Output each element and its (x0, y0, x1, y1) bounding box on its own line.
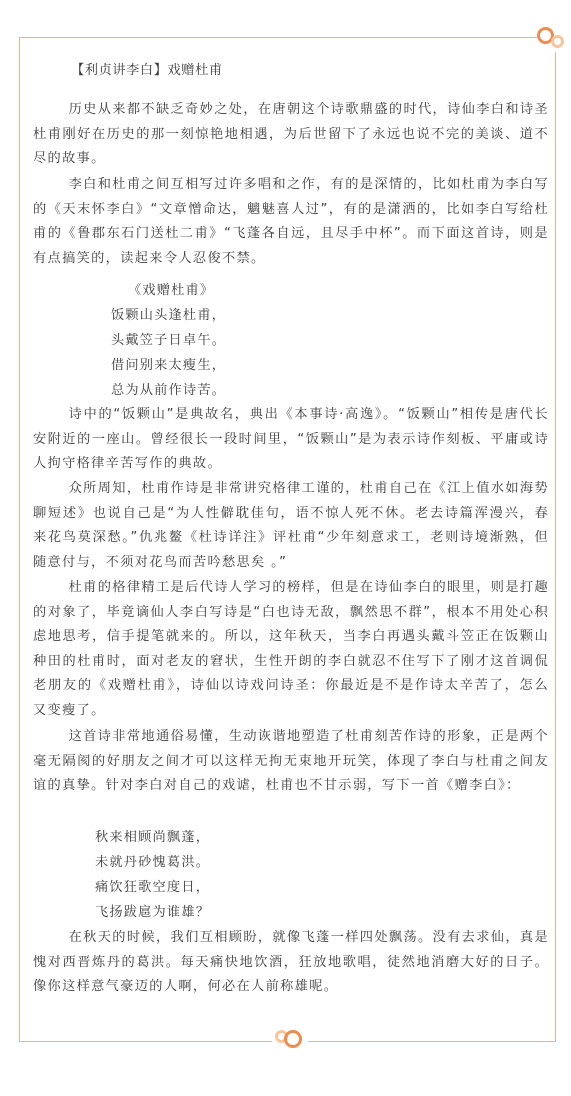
poem-line: 秋来相顾尚飘蓬， (95, 830, 211, 845)
poem-line: 未就丹砂愧葛洪。 (95, 855, 211, 870)
frame-bottom-border-left (19, 1041, 272, 1042)
paragraph-translation: 在秋天的时候，我们互相顾盼，就像飞蓬一样四处飘荡。没有去求仙，真是愧对西晋炼丹的葛洪。每天痛快地饮酒，狂放地歌唱，徒然地消磨大好的日子。像你这样意气豪迈的人啊，何必在人前称雄呢。 (33, 930, 549, 995)
poem-line: 头戴笠子日卓午。 (111, 333, 227, 348)
poem-line: 总为从前作诗苦。 (111, 383, 227, 398)
poem-title: 《戏赠杜甫》 (128, 283, 215, 298)
frame-right-border (555, 52, 556, 1041)
paragraph-du-fu-style: 众所周知，杜甫作诗是非常讲究格律工谨的，杜甫自己在《江上值水如海势聊短述》也说自己是“为人性僻耽佳句，语不惊人死不休。老去诗篇浑漫兴，春来花鸟莫深愁。”仇兆鳌《杜诗详注》评杜甫“少年刻意求工，老则诗境渐熟，但随意付与，不须对花鸟而苦吟愁思矣 。” (33, 481, 549, 570)
poem-line: 痛饮狂歌空度日， (95, 880, 211, 895)
paragraph-friendship: 这首诗非常地通俗易懂，生动诙谐地塑造了杜甫刻苦作诗的形象，正是两个毫无隔阂的好朋友之间才可以这样无拘无束地开玩笑，体现了李白与杜甫之间友谊的真挚。针对李白对自己的戏谑，杜甫也不甘示弱，写下一首《赠李白》： (33, 729, 549, 794)
frame-top-border (19, 37, 537, 38)
poem-line: 借问别来太瘦生， (111, 358, 227, 373)
frame-left-border (19, 37, 20, 1041)
paragraph-exchange: 李白和杜甫之间互相写过许多唱和之作，有的是深情的，比如杜甫为李白写的《天末怀李白》“文章憎命达，魑魅喜人过”，有的是潇洒的，比如李白写给杜甫的《鲁郡东石门送杜二甫》“飞蓬各自远，且尽手中杯”。而下面这首诗，则是有点搞笑的，读起来令人忍俊不禁。 (33, 177, 549, 266)
poem-line: 飞扬跋扈为谁雄？ (95, 905, 211, 920)
paragraph-intro: 历史从来都不缺乏奇妙之处，在唐朝这个诗歌鼎盛的时代，诗仙李白和诗圣杜甫刚好在历史的那一刻惊艳地相遇，为后世留下了永远也说不完的美谈、道不尽的故事。 (33, 102, 549, 167)
paragraph-allusion: 诗中的“饭颗山”是典故名，典出《本事诗·高逸》。“饭颗山”相传是唐代长安附近的一座山。曾经很长一段时间里，“饭颗山”是为表示诗作刻板、平庸或诗人拘守格律辛苦写作的典故。 (33, 407, 549, 472)
paragraph-li-bai-teasing: 杜甫的格律精工是后代诗人学习的榜样，但是在诗仙李白的眼里，则是打趣的对象了，毕竟谪仙人李白写诗是“白也诗无敌，飘然思不群”，根本不用处心积虑地思考，信手提笔就来的。所以，这年秋天，当李白再遇头戴斗笠正在饭颗山种田的杜甫时，面对老友的窘状，生性开朗的李白就忍不住写下了刚才这首调侃老朋友的《戏赠杜甫》，诗仙以诗戏问诗圣：你最近是不是作诗太辛苦了，怎么又变瘦了。 (33, 580, 549, 718)
poem-line: 饭颗山头逢杜甫， (111, 308, 227, 323)
article-title: 【利贞讲李白】戏赠杜甫 (71, 63, 223, 78)
frame-bottom-border-right (308, 1041, 556, 1042)
